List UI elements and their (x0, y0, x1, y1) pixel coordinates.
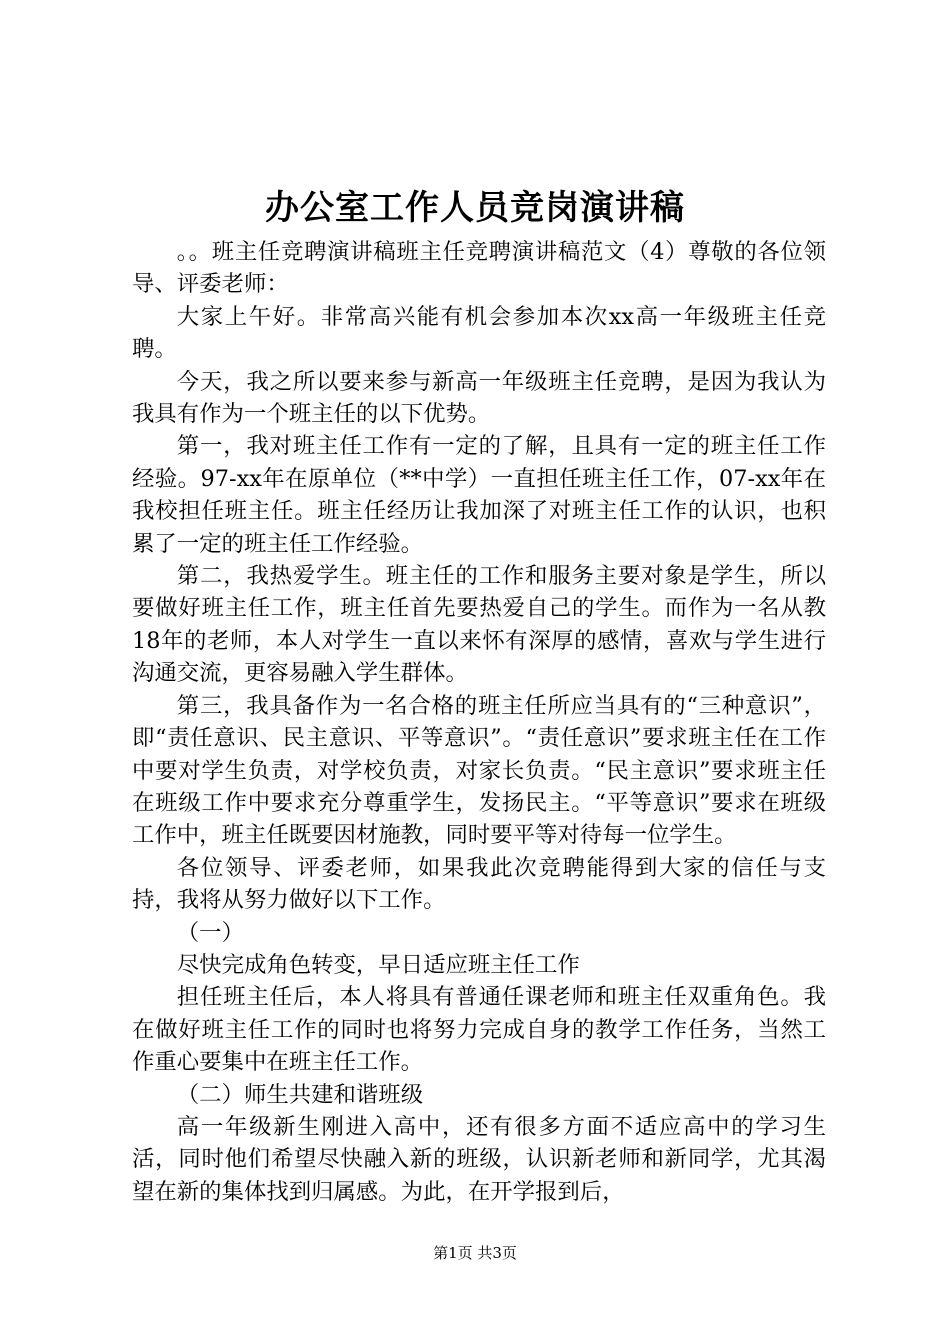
paragraph-point-two: 第二，我热爱学生。班主任的工作和服务主要对象是学生，所以要做好班主任工作，班主任首先要热爱自己的学生。而作为一名从教18年的老师，本人对学生一直以来怀有深厚的感情，喜欢与学生进行沟通交流，更容易融入学生群体。 (132, 563, 826, 687)
document-title: 办公室工作人员竞岗演讲稿 (265, 188, 685, 228)
paragraph-transition: 各位领导、评委老师，如果我此次竞聘能得到大家的信任与支持，我将从努力做好以下工作。 (132, 854, 826, 914)
document-body (132, 236, 826, 1208)
page-footer: 第1页 共3页 (433, 1244, 517, 1262)
paragraph-point-three: 第三，我具备作为一名合格的班主任所应当具有的“三种意识”，即“责任意识、民主意识、平等意识”。“责任意识”要求班主任在工作中要对学生负责，对学校负责，对家长负责。“民主意识”要求班主任在班级工作中要求充分尊重学生，发扬民主。“平等意识”要求在班级工作中，班主任既要因材施教，同时要平等对待每一位学生。 (132, 692, 826, 849)
section-heading-two: （二）师生共建和谐班级 (176, 1081, 424, 1108)
section-heading-one-number: （一） (176, 919, 244, 946)
section-heading-one-text: 尽快完成角色转变，早日适应班主任工作 (176, 951, 580, 978)
paragraph-reason: 今天，我之所以要来参与新高一年级班主任竞聘，是因为我认为我具有作为一个班主任的以下优势。 (132, 368, 826, 428)
paragraph-point-one: 第一，我对班主任工作有一定的了解，且具有一定的班主任工作经验。97-xx年在原单位（**中学）一直担任班主任工作，07-xx年在我校担任班主任。班主任经历让我加深了对班主任工作的认识，也积累了一定的班主任工作经验。 (132, 433, 826, 557)
paragraph-greeting: 。。班主任竞聘演讲稿班主任竞聘演讲稿范文（4）尊敬的各位领导、评委老师： (132, 239, 826, 298)
paragraph-opening: 大家上午好。非常高兴能有机会参加本次xx高一年级班主任竞聘。 (132, 303, 826, 363)
paragraph-section-two: 高一年级新生刚进入高中，还有很多方面不适应高中的学习生活，同时他们希望尽快融入新的班级，认识新老师和新同学，尤其渴望在新的集体找到归属感。为此，在开学报到后， (132, 1113, 826, 1205)
paragraph-section-one: 担任班主任后，本人将具有普通任课老师和班主任双重角色。我在做好班主任工作的同时也将努力完成自身的教学工作任务，当然工作重心要集中在班主任工作。 (132, 984, 826, 1076)
